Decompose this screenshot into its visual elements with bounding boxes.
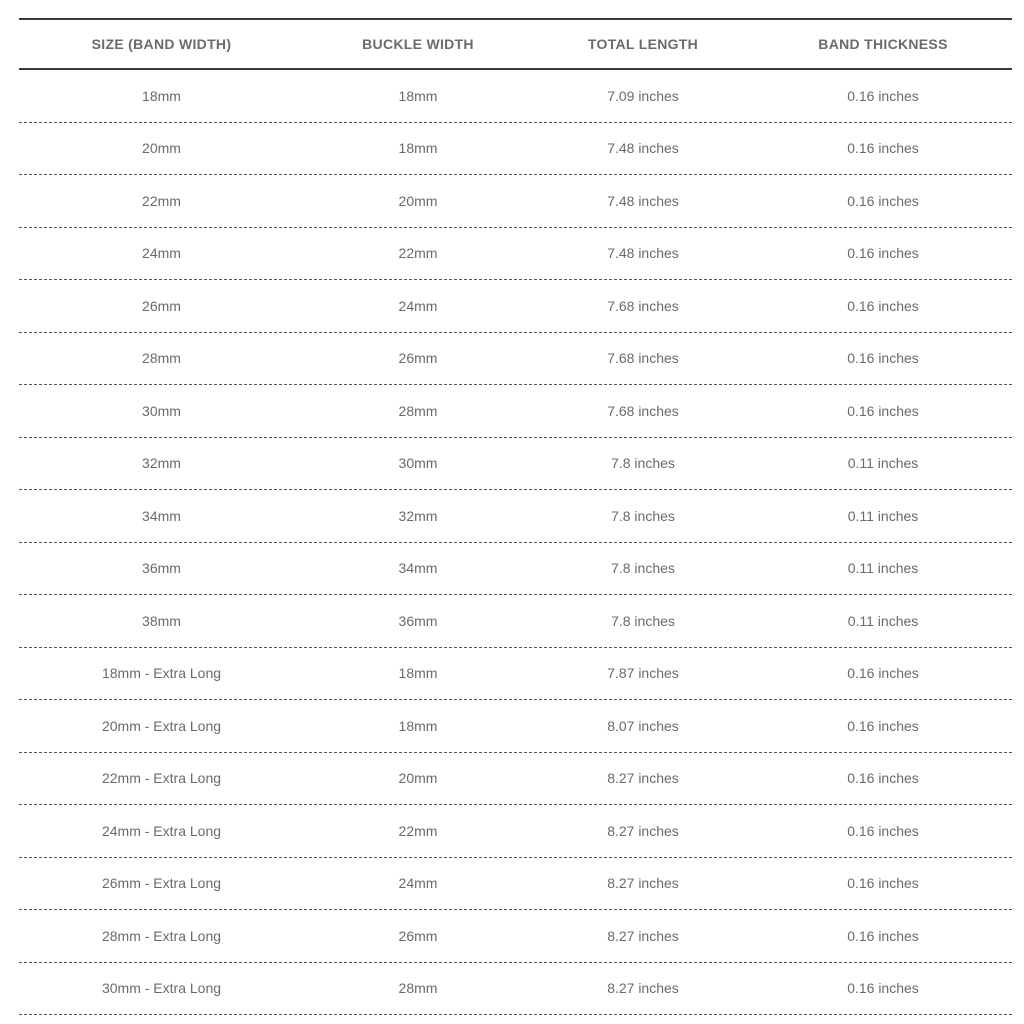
table-row	[19, 438, 1012, 491]
cell-size: 20mm	[142, 140, 181, 157]
cell-size: 28mm - Extra Long	[101, 927, 222, 944]
table-row	[19, 595, 1012, 648]
table-row	[19, 648, 1012, 701]
cell-size: 36mm	[142, 560, 181, 577]
cell-buckle-width: 30mm	[398, 455, 438, 472]
table-row	[19, 280, 1012, 333]
cell-size: 26mm	[142, 297, 181, 314]
cell-band-thickness: 0.16 inches	[847, 140, 919, 157]
cell-size: 24mm - Extra Long	[101, 822, 222, 839]
cell-buckle-width: 36mm	[398, 612, 438, 629]
cell-size: 32mm	[142, 455, 181, 472]
table-row	[19, 385, 1012, 438]
cell-total-length: 7.8 inches	[611, 455, 675, 472]
table-row	[19, 910, 1012, 963]
table-row	[19, 700, 1012, 753]
cell-total-length: 7.68 inches	[607, 350, 679, 367]
cell-band-thickness: 0.16 inches	[847, 927, 919, 944]
table-row	[19, 490, 1012, 543]
cell-total-length: 8.27 inches	[607, 822, 679, 839]
cell-band-thickness: 0.11 inches	[847, 612, 919, 629]
cell-size: 22mm - Extra Long	[101, 770, 222, 787]
cell-total-length: 7.68 inches	[607, 297, 679, 314]
table-row	[19, 333, 1012, 386]
cell-buckle-width: 24mm	[398, 875, 438, 892]
cell-buckle-width: 18mm	[398, 87, 438, 104]
cell-buckle-width: 26mm	[398, 350, 438, 367]
table-row	[19, 543, 1012, 596]
cell-buckle-width: 32mm	[398, 507, 438, 524]
header-band-thickness: BAND THICKNESS	[818, 36, 948, 52]
table-row	[19, 858, 1012, 911]
cell-buckle-width: 24mm	[398, 297, 438, 314]
cell-buckle-width: 20mm	[398, 192, 438, 209]
header-total-length: TOTAL LENGTH	[587, 36, 699, 52]
cell-total-length: 8.27 inches	[607, 927, 679, 944]
cell-size: 18mm - Extra Long	[101, 665, 222, 682]
cell-band-thickness: 0.16 inches	[847, 245, 919, 262]
cell-size: 34mm	[142, 507, 181, 524]
cell-buckle-width: 26mm	[398, 927, 438, 944]
header-buckle-width: BUCKLE WIDTH	[362, 36, 474, 52]
cell-size: 22mm	[142, 192, 181, 209]
cell-total-length: 8.27 inches	[607, 770, 679, 787]
cell-band-thickness: 0.16 inches	[847, 350, 919, 367]
cell-buckle-width: 18mm	[398, 140, 438, 157]
table-row	[19, 228, 1012, 281]
cell-buckle-width: 22mm	[398, 245, 438, 262]
table-row	[19, 963, 1012, 1016]
cell-band-thickness: 0.16 inches	[847, 192, 919, 209]
table-row	[19, 70, 1012, 123]
header-size-band-width: SIZE (BAND WIDTH)	[91, 36, 232, 52]
cell-buckle-width: 20mm	[398, 770, 438, 787]
cell-total-length: 7.09 inches	[607, 87, 679, 104]
cell-total-length: 8.27 inches	[607, 980, 679, 997]
cell-total-length: 7.48 inches	[607, 192, 679, 209]
cell-band-thickness: 0.16 inches	[847, 87, 919, 104]
cell-band-thickness: 0.11 inches	[847, 560, 919, 577]
cell-total-length: 7.87 inches	[607, 665, 679, 682]
cell-band-thickness: 0.16 inches	[847, 875, 919, 892]
table-header-row	[19, 18, 1012, 70]
table-row	[19, 175, 1012, 228]
cell-size: 26mm - Extra Long	[101, 875, 222, 892]
cell-band-thickness: 0.16 inches	[847, 822, 919, 839]
cell-buckle-width: 34mm	[398, 560, 438, 577]
cell-size: 38mm	[142, 612, 181, 629]
cell-band-thickness: 0.16 inches	[847, 297, 919, 314]
cell-buckle-width: 28mm	[398, 402, 438, 419]
cell-size: 30mm - Extra Long	[101, 980, 222, 997]
cell-total-length: 8.27 inches	[607, 875, 679, 892]
cell-buckle-width: 28mm	[398, 980, 438, 997]
cell-band-thickness: 0.11 inches	[847, 455, 919, 472]
cell-band-thickness: 0.11 inches	[847, 507, 919, 524]
table-row	[19, 123, 1012, 176]
cell-total-length: 7.48 inches	[607, 140, 679, 157]
cell-total-length: 7.8 inches	[611, 507, 675, 524]
cell-size: 24mm	[142, 245, 181, 262]
table-body	[19, 70, 1012, 1015]
cell-size: 30mm	[142, 402, 181, 419]
cell-size: 20mm - Extra Long	[101, 717, 222, 734]
cell-buckle-width: 22mm	[398, 822, 438, 839]
cell-size: 18mm	[142, 87, 181, 104]
cell-total-length: 7.8 inches	[611, 612, 675, 629]
size-chart-table	[19, 18, 1012, 1015]
cell-band-thickness: 0.16 inches	[847, 980, 919, 997]
cell-total-length: 8.07 inches	[607, 717, 679, 734]
cell-band-thickness: 0.16 inches	[847, 717, 919, 734]
cell-total-length: 7.48 inches	[607, 245, 679, 262]
cell-band-thickness: 0.16 inches	[847, 402, 919, 419]
table-row	[19, 805, 1012, 858]
cell-size: 28mm	[142, 350, 181, 367]
cell-buckle-width: 18mm	[398, 717, 438, 734]
cell-total-length: 7.8 inches	[611, 560, 675, 577]
cell-buckle-width: 18mm	[398, 665, 438, 682]
cell-total-length: 7.68 inches	[607, 402, 679, 419]
cell-band-thickness: 0.16 inches	[847, 770, 919, 787]
table-row	[19, 753, 1012, 806]
cell-band-thickness: 0.16 inches	[847, 665, 919, 682]
